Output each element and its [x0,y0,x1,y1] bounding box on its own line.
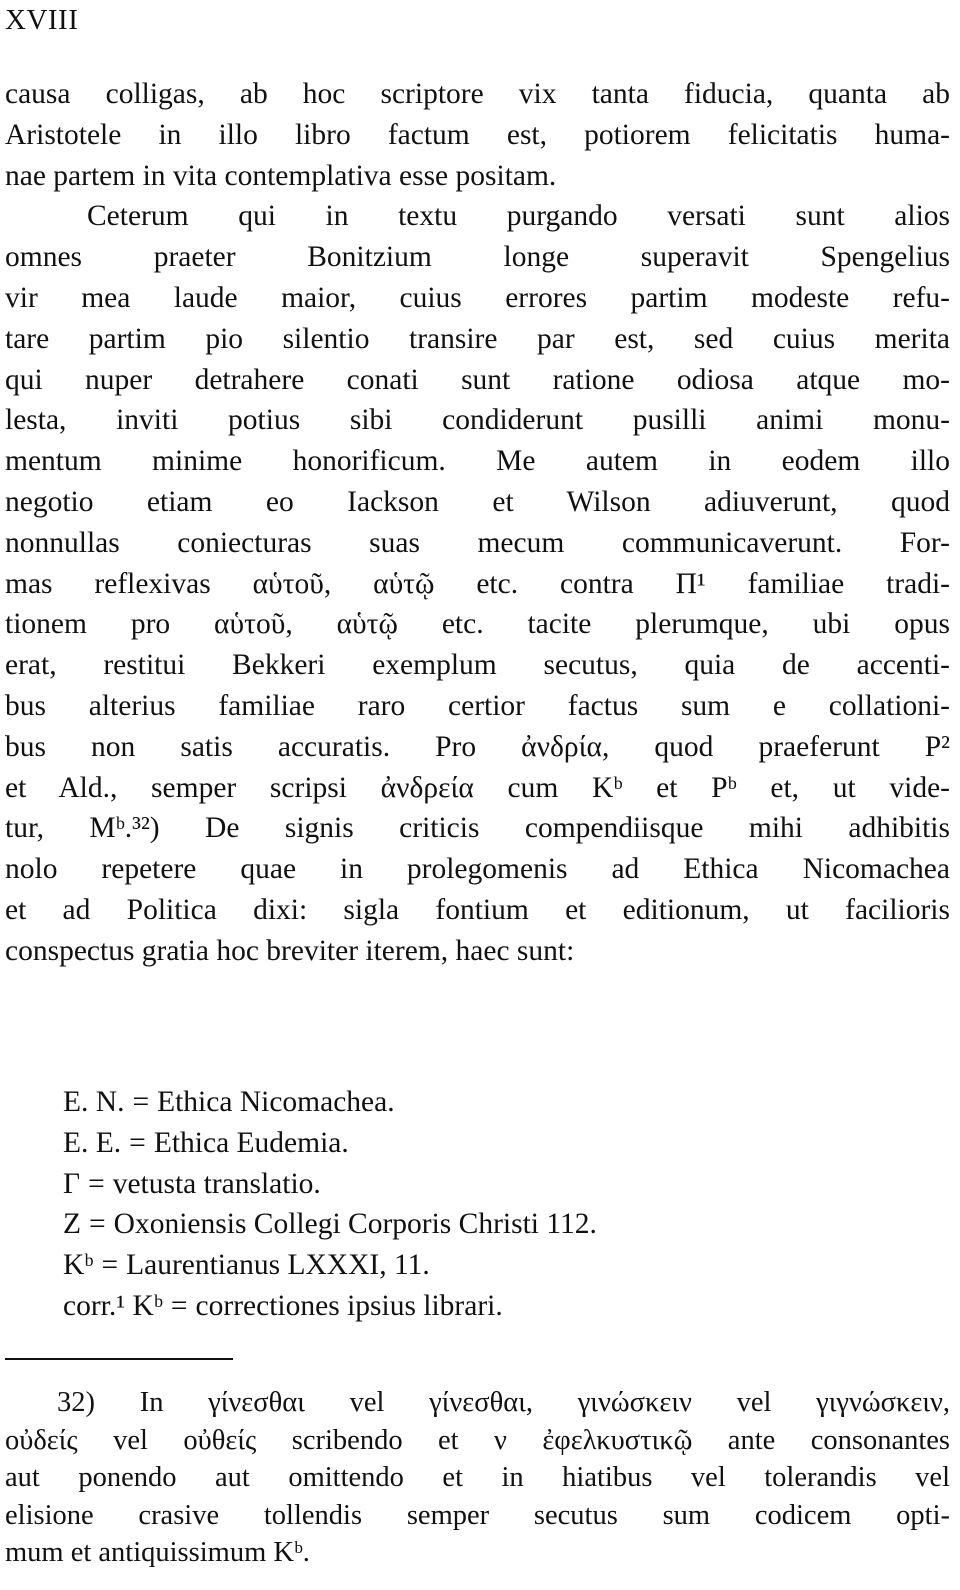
footnote [5,1384,950,1572]
siglum-description: Ethica Eudemia. [153,1126,349,1159]
text-line: nolo repetere quae in prolegomenis ad Ethica Nicomachea [5,853,950,886]
text-line: conspectus gratia hoc breviter iterem, haec sunt: [5,934,575,967]
siglum-key: Kᵇ [63,1249,94,1282]
text-line: Ceterum qui in textu purgando versati sunt alios [87,200,950,233]
text-line: mentum minime honorificum. Me autem in eodem illo [5,445,950,478]
footnote-divider [5,1358,233,1360]
text-line: mas reflexivas αὑτοῦ, αὑτῷ etc. contra Π¹ familiae tradi- [5,567,950,600]
siglum-description: correctiones ipsius librari. [195,1289,503,1322]
siglum-equals: = [89,1208,106,1241]
footnote-line: 32) In γίνεσθαι vel γίνεσθαι, γινώσκειν vel γιγνώσκειν, [57,1387,950,1418]
siglum-row [63,1286,597,1327]
sigla-list [63,1082,597,1327]
text-line: qui nuper detrahere conati sunt ratione odiosa atque mo- [5,363,950,396]
text-line: et ad Politica dixi: sigla fontium et editionum, ut facilioris [5,893,950,926]
siglum-description: Ethica Nicomachea. [157,1086,395,1118]
siglum-equals: = [132,1086,150,1118]
siglum-description: vetusta translatio. [112,1167,321,1200]
siglum-row [63,1123,597,1164]
text-line: nae partem in vita contemplativa esse positam. [5,159,557,192]
siglum-equals: = [88,1167,105,1200]
siglum-equals: = [170,1289,188,1322]
footnote-line: aut ponendo aut omittendo et in hiatibus vel tolerandis vel [5,1462,950,1494]
main-text [5,74,950,972]
siglum-description: Oxoniensis Collegi Corporis Christi 112. [113,1208,597,1241]
text-line: bus non satis accuratis. Pro ἀνδρία, quod praeferunt P² [5,730,950,763]
footnote-line: οὐδείς vel οὐθείς scribendo et ν ἐφελκυστικῷ ante consonantes [5,1424,950,1456]
siglum-equals: = [129,1126,146,1159]
siglum-key: Z [63,1208,82,1241]
text-line: tare partim pio silentio transire par est, sed cuius merita [5,322,950,355]
text-line: nonnullas coniecturas suas mecum communicaverunt. For- [5,526,950,559]
siglum-key: Γ [63,1167,81,1200]
text-line: tur, Mᵇ.³²) De signis criticis compendiisque mihi adhibitis [5,812,950,845]
footnote-line: mum et antiquissimum Kᵇ. [5,1537,310,1569]
text-line: erat, restitui Bekkeri exemplum secutus, quia de accenti- [5,649,950,682]
siglum-key: E. N. [63,1086,125,1118]
text-line: lesta, inviti potius sibi condiderunt pusilli animi monu- [5,404,950,437]
text-line: bus alterius familiae raro certior factus sum e collationi- [5,689,950,722]
text-line: negotio etiam eo Iackson et Wilson adiuverunt, quod [5,485,950,518]
text-line: et Ald., semper scripsi ἀνδρεία cum Kᵇ et Pᵇ et, ut vide- [5,771,950,804]
page-number: XVIII [5,4,79,36]
text-line: omnes praeter Bonitzium longe superavit Spengelius [5,241,950,274]
siglum-row [63,1204,597,1245]
siglum-description: Laurentianus LXXXI, 11. [126,1249,430,1282]
text-line: Aristotele in illo libro factum est, potiorem felicitatis huma- [5,118,950,151]
text-line: tionem pro αὑτοῦ, αὑτῷ etc. tacite plerumque, ubi opus [5,608,950,641]
siglum-row [63,1245,597,1286]
siglum-key: E. E. [63,1126,122,1159]
text-line: causa colligas, ab hoc scriptore vix tanta fiducia, quanta ab [5,78,950,110]
footnote-line: elisione crasive tollendis semper secutus sum codicem opti- [5,1499,950,1531]
siglum-equals: = [101,1249,119,1282]
siglum-row [63,1082,597,1123]
siglum-key: corr.¹ Kᵇ [63,1289,163,1322]
text-line: vir mea laude maior, cuius errores partim modeste refu- [5,281,950,314]
siglum-row [63,1164,597,1205]
